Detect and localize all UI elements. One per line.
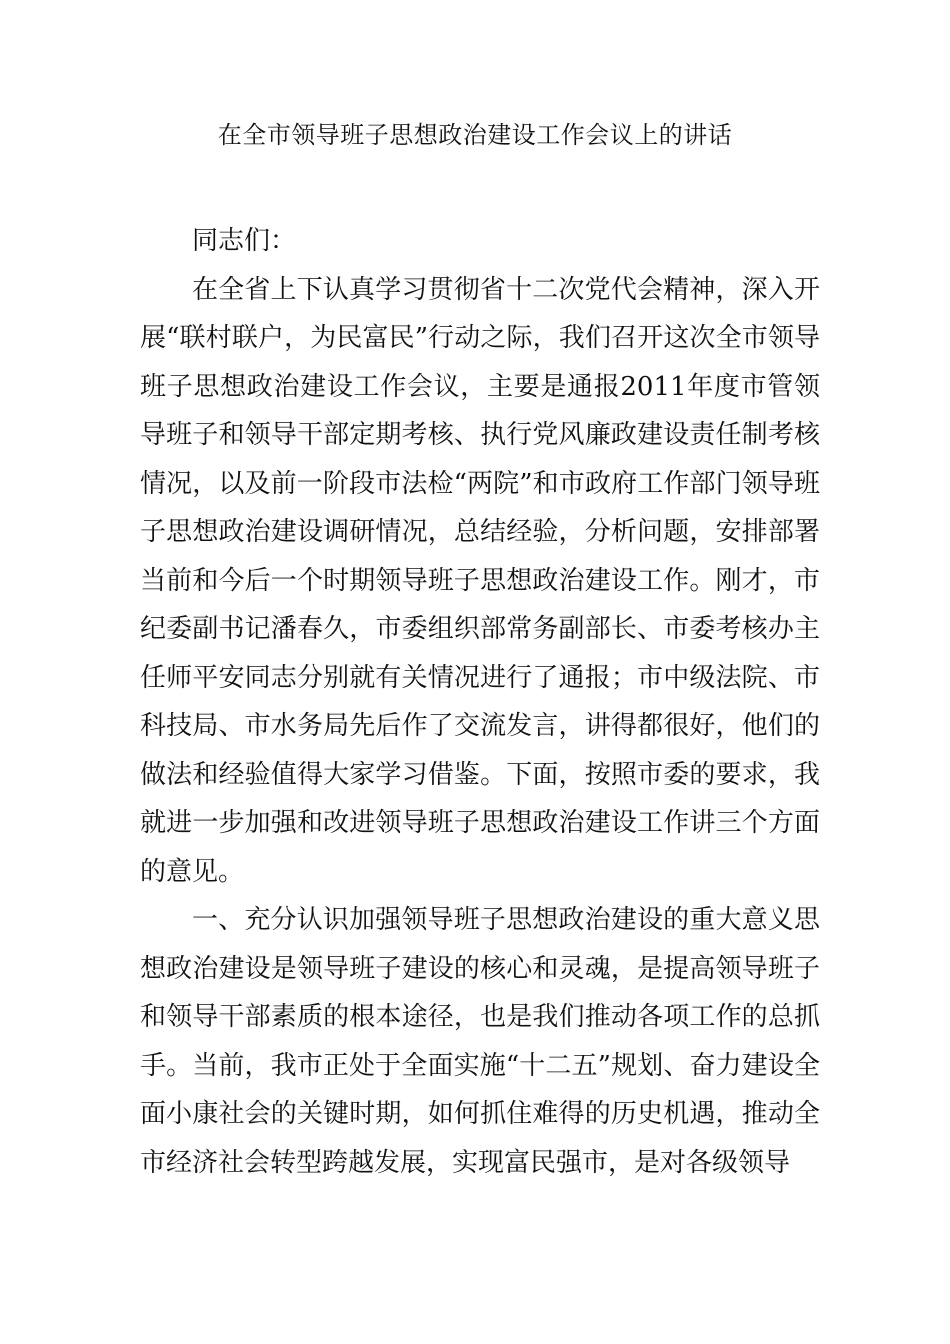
paragraph-1: 在全省上下认真学习贯彻省十二次党代会精神，深入开展“联村联户，为民富民”行动之际，我们召开这次全市领导班子思想政治建设工作会议，主要是通报2011年度市管领导班子和领导干部定期考核、执行党风廉政建设责任制考核情况，以及前一阶段市法检“两院”和市政府工作部门领导班子思想政治建设调研情况，总结经验，分析问题，安排部署当前和今后一个时期领导班子思想政治建设工作。刚才，市纪委副书记潘春久，市委组织部常务副部长、市委考核办主任师平安同志分别就有关情况进行了通报；市中级法院、市科技局、市水务局先后作了交流发言，讲得都很好，他们的做法和经验值得大家学习借鉴。下面，按照市委的要求，我就进一步加强和改进领导班子思想政治建设工作讲三个方面的意见。 xyxy=(140,274,820,887)
document-title: 在全市领导班子思想政治建设工作会议上的讲话 xyxy=(217,121,733,149)
salutation: 同志们： xyxy=(192,226,297,256)
paragraph-2: 一、充分认识加强领导班子思想政治建设的重大意义思想政治建设是领导班子建设的核心和灵魂，是提高领导班子和领导干部素质的根本途径，也是我们推动各项工作的总抓手。当前，我市正处于全面实施“十二五”规划、奋力建设全面小康社会的关键时期，如何抓住难得的历史机遇，推动全市经济社会转型跨越发展，实现富民强市，是对各级领导 xyxy=(140,905,820,1178)
document-body xyxy=(140,217,820,1187)
